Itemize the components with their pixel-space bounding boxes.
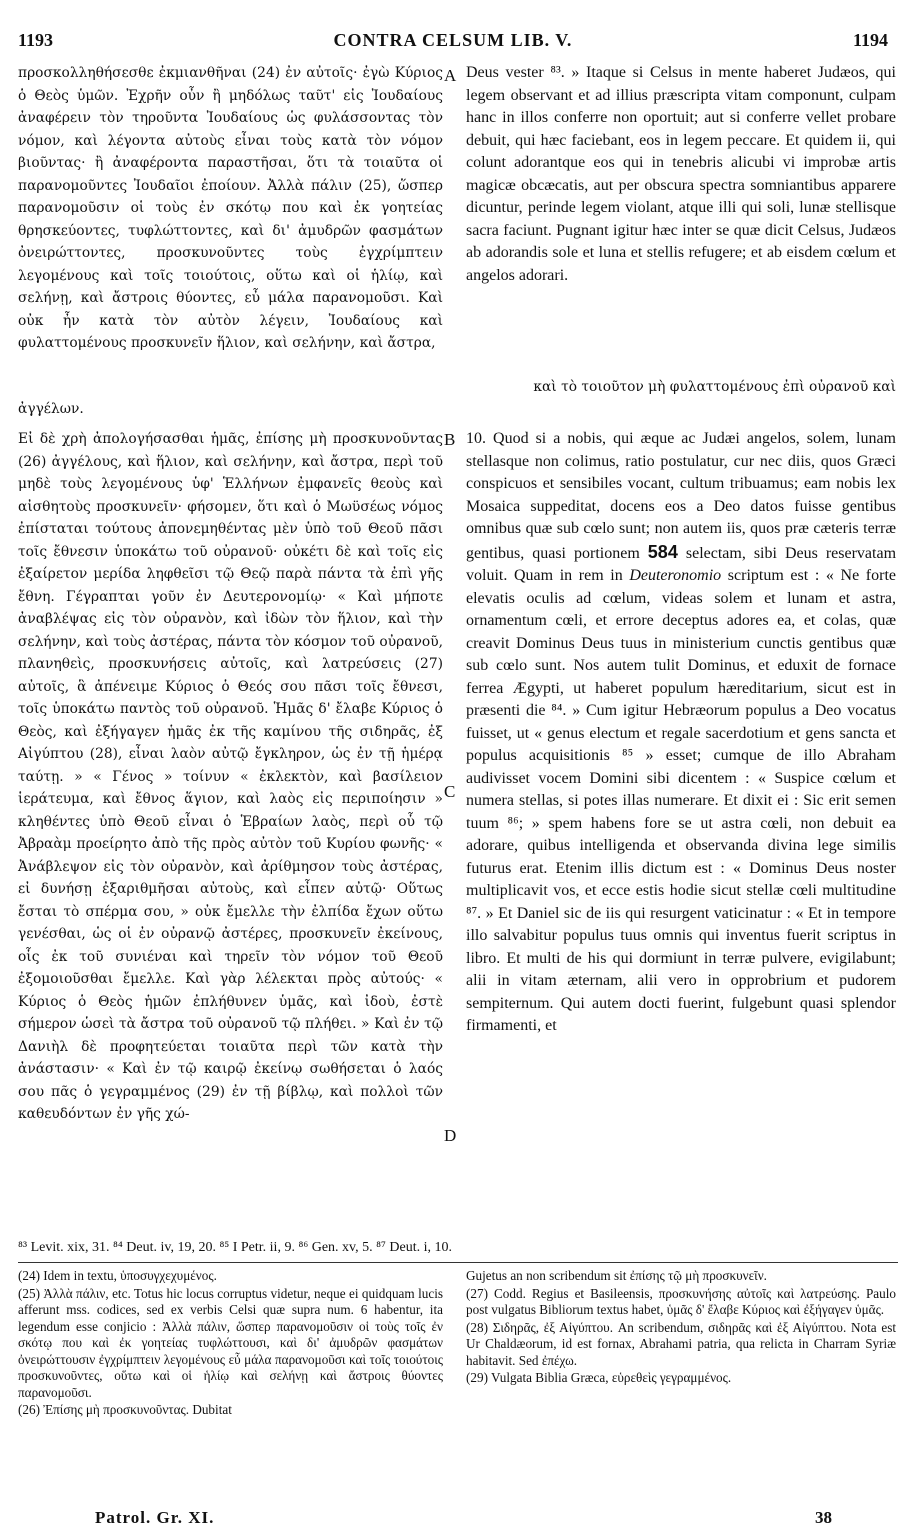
- greek-angelon-line: [18, 398, 218, 421]
- margin-marker-a: A: [444, 66, 457, 85]
- latin-column-top: [466, 62, 896, 287]
- note: (27) Codd. Regius et Basileensis, προσκυνήσης αὐτοῖς καὶ λατρεύσης. Paulo post vulgatus Bibliorum textus habet, ὑμᾶς δ' ἔλαβε Κύριος καὶ ἐξήγαγεν ὑμᾶς.: [466, 1285, 896, 1317]
- margin-marker-c: C: [444, 782, 456, 801]
- note: (25) Ἀλλὰ πάλιν, etc. Totus hic locus corruptus videtur, neque ei quidquam lucis afferunt mss. codices, sed ex verbis Celsi quæ supra num. 6 habentur, ita legendum esse conjicio : Ἀλλὰ πάλιν, ὥσπερ παρανομοῦσιν οἱ τοὺς τοῖς ἐν σκότῳ που καὶ ἐκ γοητείας τυφλώττουσι, καὶ δι' ἀμυδρῶν φασμάτων ὀνειρώττουσιν ἐγχρίμπτειν λεγομένους εὖ μάλα παρανομοῦσι καὶ τοῖς τοιούτοις προσκυνοῦντες, οὕτω καὶ οἱ ἡλίῳ καὶ σελήνῃ καὶ ἄστροις θύοντες παρανομοῦσι.: [18, 1285, 443, 1400]
- greek-angelon-text: ἀγγέλων.: [18, 401, 84, 417]
- note: (24) Idem in textu, ὑποσυγχεχυμένος.: [18, 1268, 217, 1283]
- left-page-number: 1193: [18, 30, 54, 50]
- note: Gujetus an non scribendum sit ἐπίσης τῷ μὴ προσκυνεῖν.: [466, 1268, 767, 1283]
- footer-signature: 38: [815, 1508, 832, 1527]
- margin-marker-d: D: [444, 1126, 457, 1145]
- latin-column-main: [466, 428, 896, 1038]
- column-number: 584: [647, 541, 678, 562]
- latin-main-paragraph: [466, 428, 896, 1038]
- right-page-number: 1194: [852, 30, 888, 50]
- greek-paragraph: προσκολληθήσεσθε ἐκμιανθῆναι (24) ἐν αὐτοῖς· ἐγὼ Κύριος ὁ Θεὸς ὑμῶν. Ἐχρῆν οὖν ἢ μηδόλως ταῦτ' εἰς Ἰουδαίους ἀναφέρειν τὸν τηροῦντα Ἰουδαίους ὡς φυλάσσοντας τὸν νόμον, καὶ λέγοντα αὐτοὺς εἶναι τοὺς κατὰ τὸν νόμον βιοῦντας· ἢ ἀναφέροντα παραστῆσαι, ὅτι τὰ τοιαῦτα οἱ παρανομοῦντες Ἰουδαῖοι ἐποίουν. Ἀλλὰ πάλιν (25), ὥσπερ παρανομοῦσιν οἱ τοὺς ἐν σκότῳ που καὶ ἐκ γοητείας θρησκεύοντες, τυφλώττοντες, καὶ δι' ἀμυδρῶν φασμάτων ὀνειρώττοντες, προσκυνοῦντες τοὺς ἐγχρίμπτειν λεγομένους καὶ τοῖς τοιούτοις, οὕτω καὶ οἱ ἡλίῳ, καὶ σελήνῃ, καὶ ἄστροις θύοντες, εὖ μάλα παρανομοῦσι. Καὶ οὐκ ἦν κατὰ τὸν αὐτὸν λέγειν, Ἰουδαίους καὶ φυλαττομένους προσκυνεῖν ἥλιον, καὶ σελήνην, καὶ ἄστρα,: [18, 65, 443, 351]
- notes-divider: [18, 1262, 898, 1263]
- margin-marker-b: B: [444, 430, 456, 449]
- greek-column-top: [18, 62, 443, 355]
- book-title: Deuteronomio: [629, 567, 722, 584]
- scripture-references: ⁸³ Levit. xix, 31. ⁸⁴ Deut. iv, 19, 20. ⁸⁵ I Petr. ii, 9. ⁸⁶ Gen. xv, 5. ⁸⁷ Deut. i, 10.: [18, 1240, 452, 1255]
- greek-column-main: [18, 428, 443, 1126]
- greek-span-line: [466, 376, 896, 399]
- note: (28) Σιδηρᾶς, ἐξ Αἰγύπτου. An scribendum, σιδηρᾶς καὶ ἐξ Αἰγύπτου. Nota est Ur Chaldæorum, id est fornax, Abrahami patria, qua relicta in Charram Syriæ habitavit. Sed ἐπέχω.: [466, 1319, 896, 1368]
- footer-patrol: Patrol. Gr. XI.: [95, 1508, 215, 1527]
- notes-left: [18, 1268, 443, 1420]
- latin-rest: scriptum est : « Ne forte elevatis oculis ad cœlum, videas solem et lunam et astra, ornamentum cœli, et errore deceptus adores ea, et colas, quæ creavit Dominus Deus tuus in ministerium cunctis gentibus quæ sub cœlo sunt. Nos autem tulit Dominus, et eduxit de fornace ferrea Ægypti, ut haberet populum hæreditarium, sicut est in præsenti die ⁸⁴. » Cum igitur Hebræorum populus a Deo vocatus fuisset, ut « genus electum et regale sacerdotium et gens sancta et populus acquisitionis ⁸⁵ » esset; cumque de illo Abraham audivisset vocem Domini sibi dicentem : « Suspice cœlum et numera stellas, si potes illas numerare. Et dixit ei : Sic erit semen tuum ⁸⁶; » spem habens fore se ut astra cœli, non debuit ea adorare, quibus intelligenda et observanda divina lege similis futurus erat. Etenim illis dictum est : « Dominus Deus noster multiplicavit vos, et ecce estis hodie sicut stellæ cœli multitudine ⁸⁷. » Et Daniel sic de iis qui resurgent vaticinatur : « Et in tempore illo salvabitur populus tuus omnis qui inventus fuerit scriptus in libro. Et multi de his qui dormiunt in terræ pulvere, evigilabunt; alii in vitam æternam, alii vero in opprobrium et pudorem sempiternum. Qui autem docti fuerint, fulgebunt quasi splendor firmamenti, et: [466, 567, 896, 1034]
- latin-paragraph: Deus vester ⁸³. » Itaque si Celsus in mente haberet Judæos, qui legem observant et ad illius præscripta vitam componunt, culpam hanc in illos conferre non oportuit; aut si conferre vellet probare debuit, qui hæc faciebant, eos in legem peccare. Et quidem ii, qui colunt adorantque eos qui in tenebris alicubi vi improbæ artis magicæ obcæcatis, aut per obscura spectra somniantibus apparere dicuntur, perinde legem violant, atque illi qui soli, lunæ stellisque sacra faciunt. Pugnant igitur hæc inter se quæ dicit Celsus, Judæos ab adorandis sole et luna et stellis refugere; et ab eisdem cœlum et angelos adorari.: [466, 64, 896, 284]
- latin-lead: 10. Quod si a nobis, qui æque ac Judæi angelos, solem, lunam stellasque non colimus, ratio postulatur, cur nec diis, quos Græci conspicuos et sensibiles vocant, cultum tribuamus; eam nobis lex Mosaica suppeditat, docens eos a Deo datos fuisse gentibus omnibus quæ sub cœlo sunt; non autem iis, quos præ cæteris terræ gentibus, quasi portionem: [466, 430, 896, 562]
- running-header: [18, 30, 888, 52]
- running-title: CONTRA CELSUM LIB. V.: [333, 30, 573, 50]
- latin-after-number: selectam, sibi Deus reservatam voluit. Quam in rem in: [466, 544, 897, 584]
- note: (26) Ἐπίσης μὴ προσκυνοῦντας. Dubitat: [18, 1402, 232, 1417]
- note: (29) Vulgata Biblia Græca, εὑρεθεὶς γεγραμμένος.: [466, 1370, 732, 1385]
- greek-main-paragraph: Εἰ δὲ χρὴ ἀπολογήσασθαι ἡμᾶς, ἐπίσης μὴ προσκυνοῦντας (26) ἀγγέλους, καὶ ἥλιον, καὶ σελήνην, καὶ ἄστρα, περὶ τοῦ μηδὲ τοὺς λεγομένους ὑφ' Ἑλλήνων ἐμφανεῖς θεοὺς καὶ αἰσθητοὺς προσκυνεῖν· φήσομεν, ὅτι καὶ ὁ Μωϋσέως νόμος ἐπίσταται τούτους ἀπονεμηθέντας μὲν ὑπὸ τοῦ Θεοῦ πᾶσι τοῖς ἔθνεσιν ὑποκάτω τοῦ οὐρανοῦ· οὐκέτι δὲ καὶ τοῖς εἰς ἐξαίρετον μερίδα ληφθεῖσι τῷ Θεῷ παρὰ πάντα τὰ ἐπὶ γῆς ἔθνη. Γέγραπται γοῦν ἐν Δευτερονομίῳ· « Καὶ μήποτε ἀναβλέψας εἰς τὸν οὐρανὸν, καὶ ἰδὼν τὸν ἥλιον, καὶ τὴν σελήνην, καὶ τοὺς ἀστέρας, πάντα τὸν κόσμον τοῦ οὐρανοῦ, πλανηθεὶς, προσκυνήσεις αὐτοῖς, καὶ λατρεύσεις (27) αὐτοῖς, ἃ ἀπένειμε Κύριος ὁ Θεός σου πᾶσι τοῖς ἔθνεσι, τοῖς ὑποκάτω παντὸς τοῦ οὐρανοῦ. Ἡμᾶς δ' ἔλαβε Κύριος ὁ Θεὸς, καὶ ἐξήγαγεν ἡμᾶς ἐκ τῆς καμίνου τῆς σιδηρᾶς, ἐξ Αἰγύπτου (28), εἶναι λαὸν αὐτῷ ἔγκληρον, ὡς ἐν τῇ ἡμέρᾳ ταύτῃ. » « Γένος » τοίνυν « ἐκλεκτὸν, καὶ βασίλειον ἱεράτευμα, καὶ ἔθνος ἅγιον, καὶ λαὸς εἰς περιποίησιν » κληθέντες ὑπὸ Θεοῦ εἶναι ὁ Ἑβραίων λαὸς, περὶ οὗ τῷ Ἀβραὰμ προείρητο ἀπὸ τῆς πρὸς αὐτὸν τοῦ Κυρίου φωνῆς· « Ἀνάβλεψον εἰς τὸν οὐρανὸν, καὶ ἀρίθμησον τοὺς ἀστέρας, εἰ δυνήσῃ ἐξαριθμῆσαι αὐτοὺς, καὶ εἶπεν αὐτῷ· Οὕτως ἔσται τὸ σπέρμα σου, » οὐκ ἔμελλε τὴν ἐλπίδα ἔχων οὕτω γενέσθαι, ὡς οἱ ἐν οὐρανῷ ἀστέρες, προσκυνεῖν ἐκείνους, οἷς ἐκ τοῦ συνιέναι καὶ τηρεῖν τὸν νόμον τοῦ Θεοῦ ἐξομοιοῦσθαι ἔμελλε. Καὶ γὰρ λέλεκται πρὸς αὐτούς· « Κύριος ὁ Θεὸς ἡμῶν ἐπλήθυνεν ὑμᾶς, καὶ ἰδοὺ, ἐστὲ σήμερον ὡσεὶ τὰ ἄστρα τοῦ οὐρανοῦ τῷ πλήθει. » Καὶ ἐν τῷ Δανιὴλ δὲ προφητεύεται τοιαῦτα περὶ τῶν κατὰ τὴν ἀνάστασιν· « Καὶ ἐν τῷ καιρῷ ἐκείνῳ σωθήσεται ὁ λαός σου πᾶς ὁ γεγραμμένος (29) ἐν τῇ βίβλῳ, καὶ πολλοὶ τῶν καθευδόντων ἐν γῆς χώ-: [18, 431, 443, 1122]
- greek-span-text: καὶ τὸ τοιοῦτον μὴ φυλαττομένους ἐπὶ οὐρανοῦ καὶ: [533, 379, 896, 395]
- notes-right: [466, 1268, 896, 1388]
